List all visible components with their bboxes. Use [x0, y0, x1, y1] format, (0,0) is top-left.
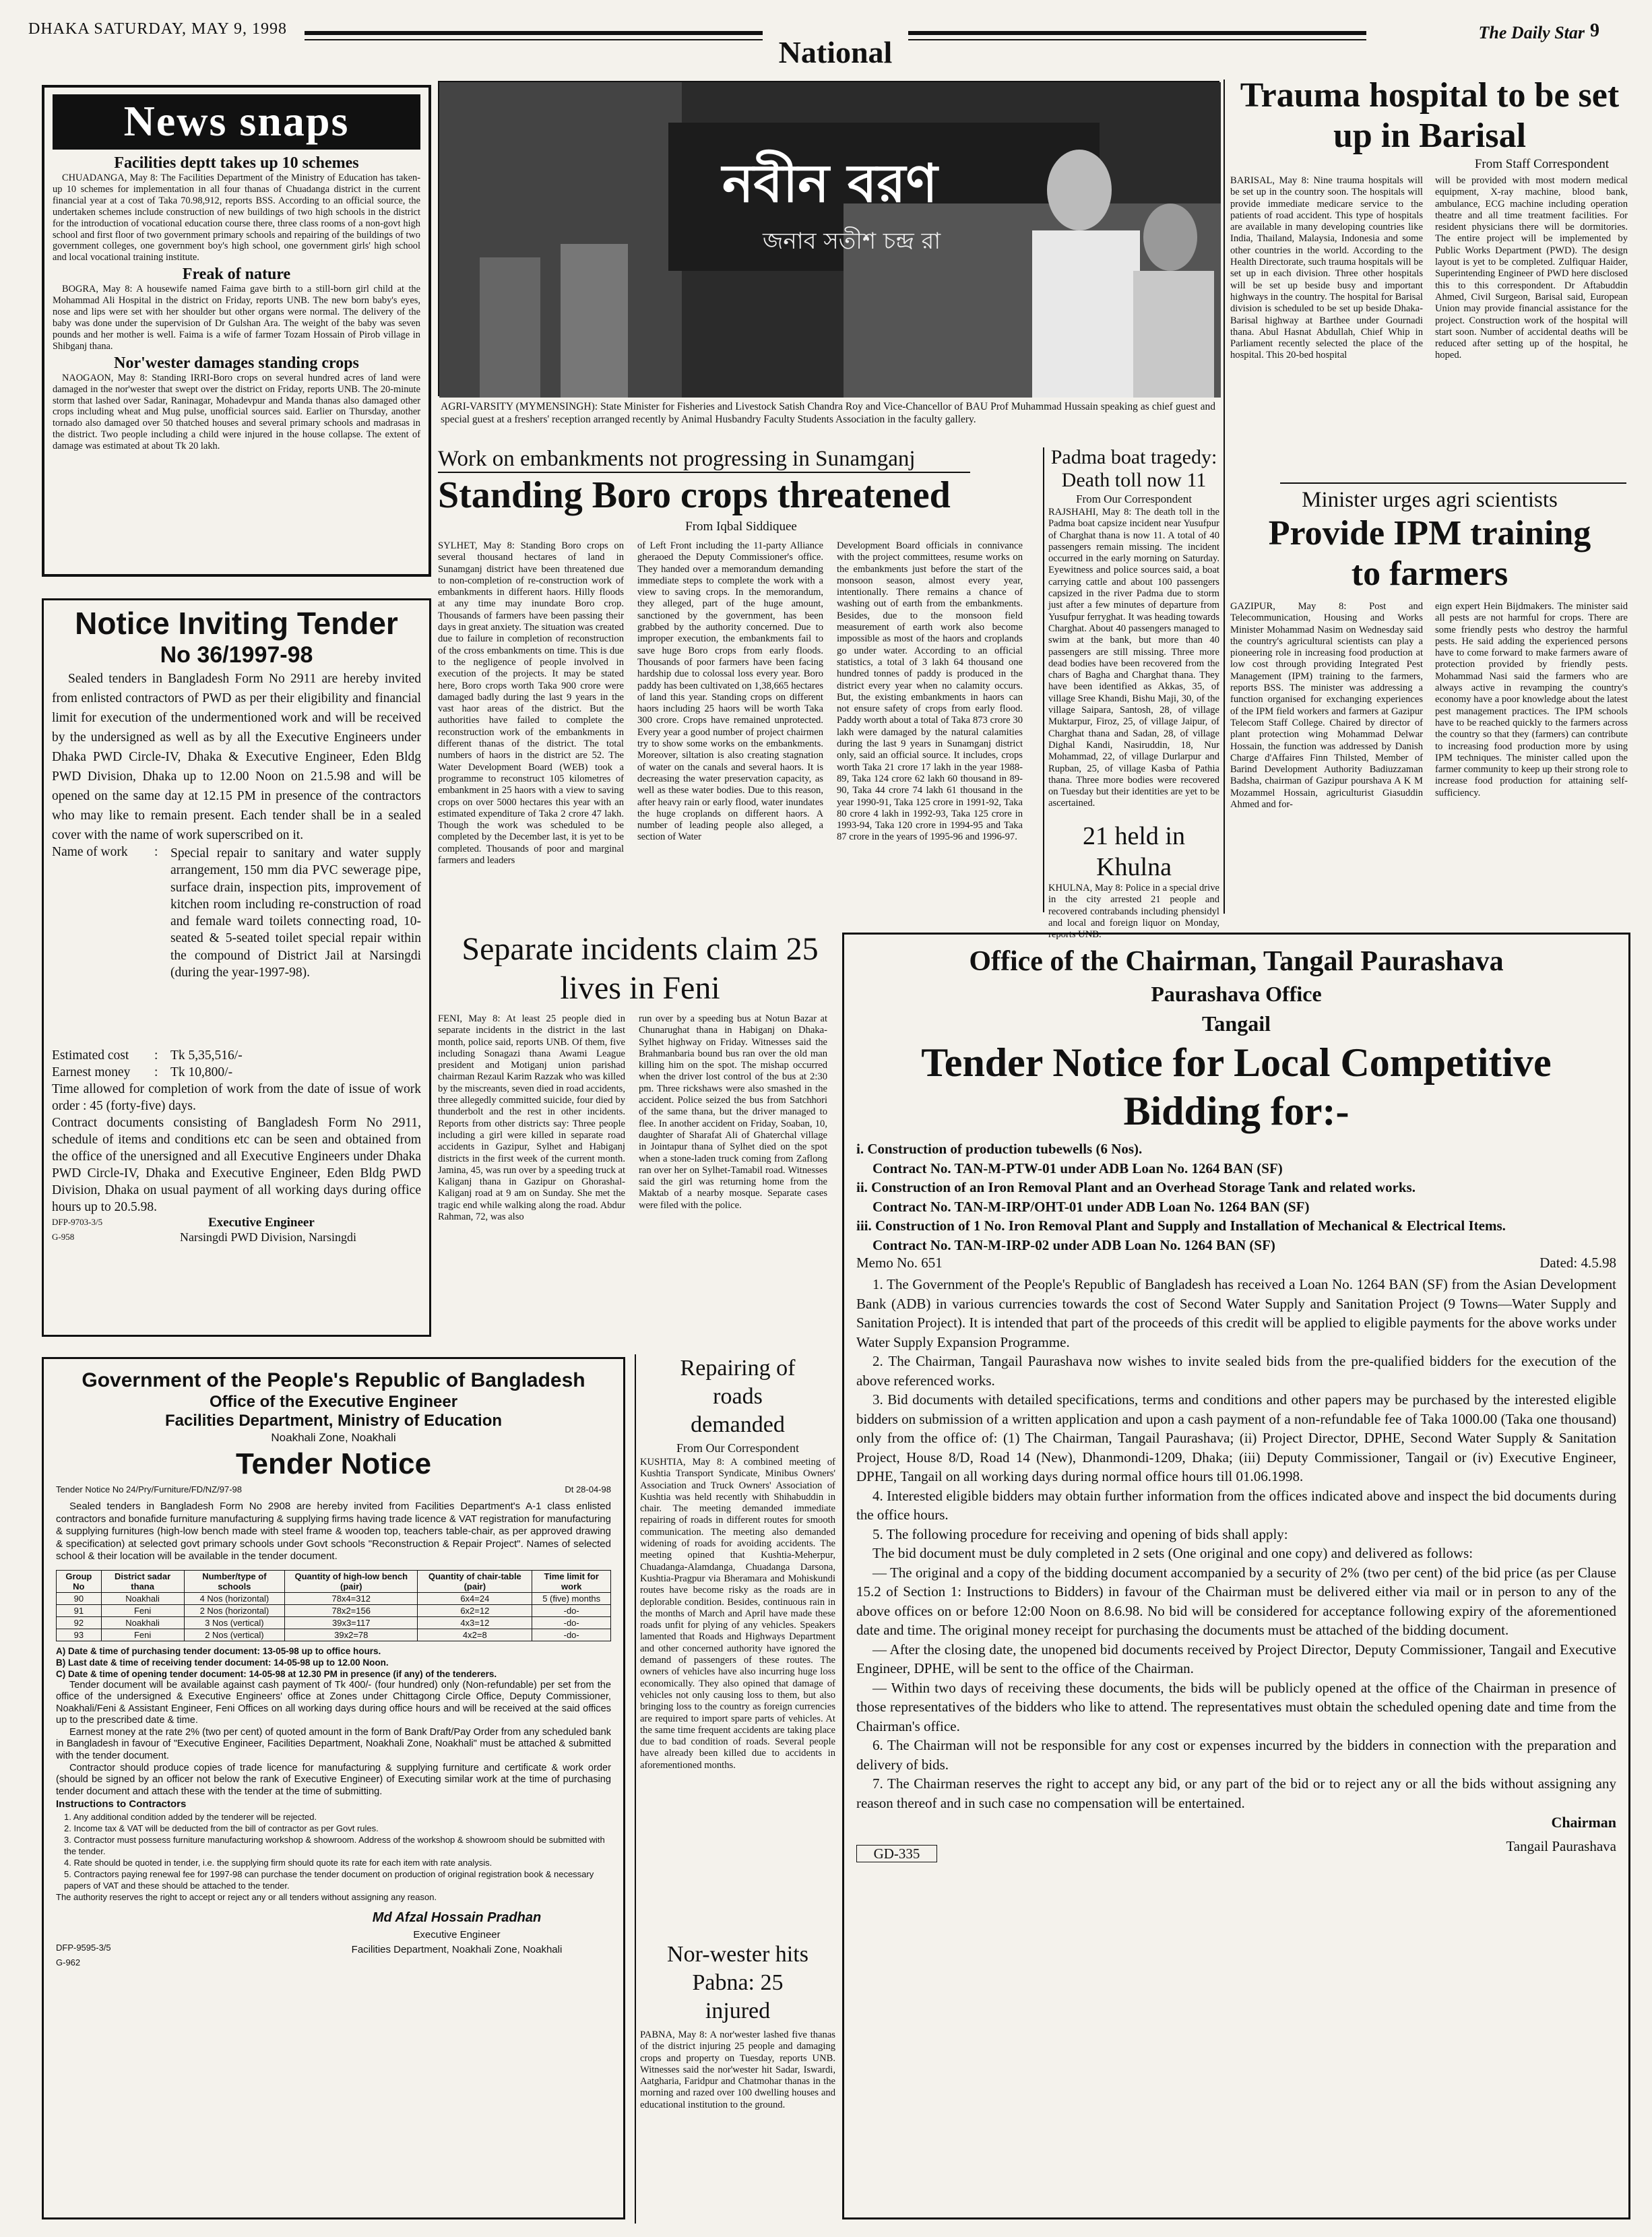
ref-code: GD-335: [856, 1845, 937, 1862]
signer-office: Tangail Paurashava: [1506, 1838, 1616, 1854]
colon: :: [154, 845, 158, 859]
feni-col-2: run over by a speeding bus at Notun Bazar at Chunarughat thana in Habiganj on Dhaka-Sylhet highway on Friday. Witnesses said the Brahmanbaria bound bus ran over the old man killing him on the spot. The mishap occurred when the driver lost control of the bus at 2:30 pm. Three rickshaws were also smashed in the accident. Police seized the bus from Satchhori of the same thana, but the driver managed to flee. In another accident on Friday, Soaban, 10, daughter of Sharafat Ali of Ghaterchal village in Jointapur thana of Sylhet died on the spot when a stone-laden truck coming from Zaflong ran over her on Sylhet-Tamabil road. Witnesses said the girl was returning home from the Maktab of a nearby mosque. Separate cases were filed with the police.: [639, 1013, 827, 1211]
table-header: Quantity of chair-table (pair): [418, 1570, 532, 1592]
zone-title: Noakhali Zone, Noakhali: [271, 1431, 396, 1444]
trauma-headline: Trauma hospital to be set up in Barisal: [1240, 76, 1620, 155]
noakhali-tender: [42, 1357, 625, 2219]
page-number: 9: [1590, 20, 1599, 41]
notice-ref: Tender Notice No 24/Pry/Furniture/FD/NZ/97-98: [56, 1484, 242, 1494]
roads-byline: From Our Correspondent: [676, 1441, 799, 1455]
dept-title: Facilities Department, Ministry of Education: [164, 1412, 503, 1430]
tangail-tender: [842, 933, 1630, 2219]
tender-paragraph: 1. The Government of the People's Republic of Bangladesh has received a Loan No. 1264 BAN (SF) from the Asian Development Bank (ADB) in various currencies towards the cost of Second Water Supply and Sanitation Project (9 Towns—Water Supply and Sanitation Project). It is intended that part of the proceeds of this credit will be applied to eligible payments for the above works under Water Supply Expansion Programme.: [856, 1276, 1616, 1350]
narsingdi-number: No 36/1997-98: [160, 642, 313, 668]
narsingdi-intro: Sealed tenders in Bangladesh Form No 2911 are hereby invited from enlisted contractors of PWD as per their eligibility and financial limit for execution of the undermentioned work and will be received by the undersigned as well as by all the Executive Engineers under Dhaka PWD Circle-IV, Dhaka & Executive Engineer, Eden Bldg PWD Division, Dhaka up to 12.00 Noon on 21.5.98 and will be opened on the same day at 12.15 PM in presence of the contractors who may like to remain present. Each tender shall be in a sealed cover with the name of work superscribed on it.: [52, 672, 421, 842]
work-label: Name of work: [52, 845, 128, 859]
tangail-sub1: Paurashava Office: [1151, 982, 1322, 1006]
signer-title: Executive Engineer: [208, 1216, 315, 1230]
tender-paragraph: 3. Bid documents with detailed specifications, terms and conditions and other papers may be purchased by the interested eligible bidders on submission of a written application and upon a cash payment of a non-refundable fee of Taka 1000.00 (Taka one thousand) only from the office of: (1) The Chairman, Tangail Paurashava; (ii) Project Director, DPHE, Second Water Supply & Sanitation Project, House 8/D, Road 14 (New), Dhanmondi-1209, Dhaka; (iii) Deputy Commissioner, Tangail or (iv) Executive Engineer, DPHE, Tangail on all working days during normal office hours till 01.06.1998.: [856, 1391, 1616, 1484]
snap-headline: Facilities deptt takes up 10 schemes: [114, 154, 359, 172]
instruction-item: 2. Income tax & VAT will be deducted from the bill of contractor as per Govt rules.: [64, 1823, 379, 1834]
cost-label: Estimated cost: [52, 1048, 129, 1063]
tangail-title: Tender Notice for Local Competitive Bidding for:-: [921, 1040, 1552, 1133]
ref-code: DFP-9703-3/5: [52, 1217, 103, 1227]
table-cell: 91: [57, 1604, 102, 1616]
table-cell: -do-: [532, 1604, 611, 1616]
table-cell: -do-: [532, 1616, 611, 1629]
cost-value: Tk 5,35,516/-: [170, 1048, 243, 1063]
instruction-item: 1. Any additional condition added by the tenderer will be rejected.: [64, 1812, 317, 1823]
tender-paragraph: — The original and a copy of the bidding document accompanied by a security of 2% (two per cent) of the bid price (as per Clause 15.2 of Section 1: Instructions to Bidders) in favour of the Chairman must be delivered either via mail or in person to any of the above offices on or before 12:00 Noon on 8.6.98. No bid will be considered for acceptance following expiry of the aforementioned date and time. The original money receipt for purchasing the documents must be attached of the bidding document.: [856, 1564, 1616, 1638]
dateline: DHAKA SATURDAY, MAY 9, 1998: [28, 20, 287, 38]
tangail-sub2: Tangail: [1202, 1011, 1271, 1036]
photo-caption: AGRI-VARSITY (MYMENSINGH): State Minister for Fisheries and Livestock Satish Chandra Roy and Vice-Chancellor of BAU Prof Muhammad Hussain speaking as chief guest and special guest at a freshers' reception arranged recently by Animal Husbandry Faculty Students Association in the faculty gallery.: [441, 401, 1215, 425]
padma-kicker: Padma boat tragedy:: [1050, 446, 1217, 468]
photo-banner-sub: জনাব সতীশ চন্দ্র রা: [763, 228, 941, 255]
instruction-item: 5. Contractors paying renewal fee for 1997-98 can purchase the tender document on production of original registration book & necessary papers of VAT and these should be attached to the tender.: [64, 1869, 594, 1891]
narsingdi-title: Notice Inviting Tender: [75, 606, 398, 641]
table-cell: 6x2=12: [418, 1604, 532, 1616]
tender-paragraph: — Within two days of receiving these documents, the bids will be publicly opened at the office of the Chairman in presence of those representatives of the bidders who like to attend. The representatives must obtain the scheduled opening date and time from the Chairman's office.: [856, 1679, 1616, 1734]
gov-title: Government of the People's Republic of Bangladesh: [82, 1369, 585, 1391]
boro-article: [438, 446, 1044, 918]
boro-col-1: SYLHET, May 8: Standing Boro crops on several thousand hectares of land in Sunamganj district have been threatened due to non-completion of re-construction work of embankments in different haors. Hilly floods at any time may inundate Boro crop. Thousands of farmers have been passing their days in great anxiety. The situation was created due to failure in completion of reconstruction of the cross embankments on time. This is due to the negligence of people involved in execution of the projects. It may be stated here, Boro crops worth Taka 900 crore were damaged badly during the last 9 years in the vast haor areas of the district. But the authorities have failed to complete the reconstruction work of the embankments in different thanas of the district. The total numbers of haors in the district are 52. The Water Development Board (WEB) took a programme to reconstruct 105 kilometres of embankment in 25 haors with a view to saving crops on over 5000 hectares this year with an estimated expenditure of Taka 2 crore 47 lakh. Though the work was scheduled to be completed by the December last, it is yet to be completed. Thousands of poor and marginal farmers and leaders: [438, 540, 624, 867]
contract-number: Contract No. TAN-M-IRP/OHT-01 under ADB Loan No. 1264 BAN (SF): [872, 1198, 1310, 1215]
instruction-item: 3. Contractor must possess furniture manufacturing workshop & showroom. Address of the workshop & showroom should be submitted with the tender.: [64, 1835, 605, 1857]
news-snaps-banner: News snaps: [53, 94, 420, 150]
feni-headline: Separate incidents claim 25 lives in Feni: [462, 931, 819, 1006]
roads-body: KUSHTIA, May 8: A combined meeting of Kushtia Transport Syndicate, Minibus Owners' Association and Truck Owners' Association of Kushtia was held recently with Shihabuddin in chair. The meeting demanded immediate repairing of roads in different routes for smooth communication. The meeting also demanded widening of roads for avoiding accidents. The meeting opined that Kushtia-Meherpur, Chuadanga-Alamdanga, Chuadanga Darsona, Kushtia-Pragpur via Bheramara and Mohiskundi routes have become risky as the roads are in deplorable condition. Besides, continuous rain in the months of March and April have made these roads unfit for plying of any vehicles. Speakers lamented that Roads and Highways Department and other concerned authority have ignored the demand of passengers of these routes. The owners of vehicles have also incurring huge loss economically. They also opined that damage of vehicles not only causing loss to them, but also bringing loss to the country as foreign currencies are required to import spare parts of vehicles. At the same time frequent accidents are taking place due to bad condition of roads. Several people have already been killed due to accidents in aforementioned months.: [640, 1457, 835, 1771]
boro-col-2: of Left Front including the 11-party Alliance gheraoed the Deputy Commissioner's office. They handed over a memorandum demanding immediate steps to complete the work with a view to saving crops. In the memorandum, they alleged, part of the huge amount, sanctioned by the government, has been grabbed by the authority concerned. Due to improper execution, the embankments fail to save huge Boro crops from early floods. Thousands of poor farmers have been facing hardship due to colossal loss every year. Boro paddy has been cultivated on 1,38,665 hectares of land this year. Standing crops on different haors including 25 haors will be worth Taka 300 crore. Crops have remained unprotected. Every year a good number of project chairmen try to show some works on the embankments. Moreover, siltation is also creating stagnation of water on the canals and several haors. It is decreasing the water preservation capacity, as well as these water bodies. Due to this reason, after heavy rain or early flood, water inundates the huge croplands on different haors. A number of leading people also alleged, a section of Water: [637, 540, 823, 843]
contract-docs: Contract documents consisting of Bangladesh Form No 2911, schedule of items and conditions etc can be seen and obtained from the office of the unersigned and all Executive Engineers under Dhaka PWD Circle-IV, Dhaka and Executive Engineer, Eden Bldg PWD Division, Dhaka on usual payment of all working days during office hours up to 20.5.98.: [52, 1116, 421, 1214]
ipm-col-2: eign expert Hein Bijdmakers. The minister said all pests are not harmful for crops. There are some friendly pests who destroy the harmful pests. He said adding the experienced persons have to come forward to make farmers aware of protection provided by friendly pests. Mohammad Nasi said the farmers who are always active in revamping the country's economy have a poor knowledge about the latest pest management practices. The IPM schools have to be reached quickly to the farmers across the country so that they (farmers) can contribute to increasing food production more by using IPM techniques. The minister called upon the farmer community to keep up their strong role to increase food production for attaining self-sufficiency.: [1435, 601, 1628, 798]
tender-paragraph: Tender document will be available against cash payment of Tk 400/- (four hundred) only (Non-refundable) per set from the office of the undersigned & Executive Engineers' office at Zones under Chittagong Circle Office, Deputy Commissioner, Noakhali/Feni & Assistant Engineer, Feni Offices on all working days during office hours and will be received at the said offices up to the prescribed date & time.: [56, 1679, 611, 1726]
memo-number: Memo No. 651: [856, 1255, 943, 1271]
ref-code: G-962: [56, 1957, 81, 1968]
table-cell: -do-: [532, 1629, 611, 1641]
narsingdi-tender: Notice Inviting Tender No 36/1997-98 Sealed tenders in Bangladesh Form No 2911 are hereby invited from enlisted contractors of PWD as per their eligibility and financial limit for execution of the undermentioned work and will be received by the undersigned as well as by all the Executive Engineers under Dhaka PWD Circle-IV, Dhaka & Executive Engineer, Eden Bldg PWD Division, Dhaka up to 12.00 Noon on 21.5.98 and will be opened on the same day at 12.15 PM in presence of the contractors who may like to remain present. Each tender shall be in a sealed cover with the name of work superscribed on it. Name of work : Special repair to sanitary and water supply arrangement, 150 mm dia PVC sewerage pipe, surface drain, inspection pits, improvement of kitchen room including re-construction of road and female ward toilets connecting road, 10-seated & 5-seated toilet special repair within the compound of District Jail at Narsingdi (during the year-1997-98). Estimated cost : Tk 5,35,516/- Earnest money : Tk 10,800/- Time allowed for completion of work from the date of issue of work order : 45 (forty-five) days. Contract documents consisting of Bangladesh Form No 2911, schedule of items and conditions etc can be seen and obtained from the office of the unersigned and all Executive Engineers under Dhaka PWD Circle-IV, Dhaka and Executive Engineer, Eden Bldg PWD Division, Dhaka on usual payment of all working days during office hours up to 20.5.98. DFP-9703-3/5 Executive Engineer G-958 Narsingdi PWD Division, Narsingdi: [42, 598, 431, 1337]
time-allowed: Time allowed for completion of work from the date of issue of work order : 45 (forty-five) days.: [52, 1082, 421, 1113]
table-cell: 90: [57, 1592, 102, 1604]
contract-items: [856, 1139, 1616, 1255]
contract-item: ii. Construction of an Iron Removal Plant and an Overhead Storage Tank and related works.: [856, 1179, 1416, 1195]
signer-title: Executive Engineer: [413, 1929, 501, 1941]
snap-body: CHUADANGA, May 8: The Facilities Department of the Ministry of Education has taken-up 10 schemes for implementation in all four thanas of Chuadanga district in the current financial year at a cost of Taka 70.98,912, reports BSS. According to an official source, the undertaken schemes include construction of new buildings of two high schools in the district for the introduction of vocational education course there, three class rooms of a non-govt high school and first floor of two government primary schools and repairing of the buildings of two government colleges, one government boy's high school, one government girls' high school and local vocational training institute.: [53, 172, 420, 263]
tender-paragraph: Contractor should produce copies of trade licence for manufacturing & supplying furniture and certificate & work order (should be signed by an officer not below the rank of Executive Engineer) of Executing similar work at the time of purchasing tender document and attach these with the tender at the time of submitting.: [56, 1762, 611, 1797]
table-cell: 4x3=12: [418, 1616, 532, 1629]
table-cell: Noakhali: [101, 1616, 184, 1629]
ref-code: G-958: [52, 1232, 75, 1242]
snap-headline: Nor'wester damages standing crops: [114, 354, 359, 372]
signer-name: Md Afzal Hossain Pradhan: [372, 1910, 542, 1926]
news-photo: [438, 81, 1219, 396]
tender-paragraph: 6. The Chairman will not be responsible for any cost or expenses incurred by the bidders in connection with the preparation and delivery of bids.: [856, 1737, 1616, 1773]
roads-headline: Repairing of roads demanded: [680, 1356, 796, 1437]
trauma-col-2: will be provided with most modern medical equipment, X-ray machine, blood bank, ambulance, ECG machine including operation theatre and all time treatment facilities. For resident physicians there will be dormitories. The entire project will be implemented by Public Works Department (PWD). The design layout is yet to be completed. Zulfiquar Haider, Superintending Engineer of PWD here disclosed this to this correspondent. Dr Aftabuddin Ahmed, Civil Surgeon, Barisal said, European Union may provide financial assistance for the project. Construction work of the hospital will start soon. Number of accidental deaths will be reduced after setting up of the hospital, he hoped.: [1435, 175, 1628, 361]
table-cell: 92: [57, 1616, 102, 1629]
instructions-title: Instructions to Contractors: [56, 1798, 187, 1810]
tangail-office: Office of the Chairman, Tangail Paurashava: [969, 946, 1504, 977]
tender-date-line: A) Date & time of purchasing tender document: 13-05-98 up to office hours.: [56, 1645, 381, 1656]
tender-date-line: B) Last date & time of receiving tender document: 14-05-98 up to 12.00 Noon.: [56, 1657, 389, 1668]
tender-paragraph: The bid document must be duly completed in 2 sets (One original and one copy) and delivered as follows:: [872, 1545, 1473, 1561]
snap-headline: Freak of nature: [182, 265, 291, 284]
contract-number: Contract No. TAN-M-IRP-02 under ADB Loan No. 1264 BAN (SF): [872, 1236, 1275, 1253]
snap-body: NAOGAON, May 8: Standing IRRI-Boro crops on several hundred acres of land were damaged in the nor'wester that swept over the district on Friday, reports UNB. The 20-minute storm that lashed over Sadar, Raninagar, Mohadevpur and Manda thanas also damaged other crops including wheat and Mug pulse, unofficial sources said. Earlier on Thursday, another tornado also damaged over 50 thatched houses and several primary schools and madrasas in the district. Two people including a child were injured in the house collapse. The extent of damage was estimated at about Tk 20 lakh.: [53, 372, 420, 452]
contract-item: iii. Construction of 1 No. Iron Removal Plant and Supply and Installation of Mechanical & Electrical Items.: [856, 1218, 1506, 1234]
table-row: [57, 1604, 611, 1616]
noakhali-intro: Sealed tenders in Bangladesh Form No 2908 are hereby invited from Facilities Department's A-1 class enlisted contractors and bonafide furniture manufacturing & supplying firms having trade licence & VAT registration for manufacturing & supplying furnitures (high-low bench made with steel frame & wooden top, teachers table-chair, as per approved drawing & specification) at selected govt primary schools under Govt schools "Reconstruction & Repair Project". Names of selected school & their location will be available in the tender document.: [56, 1501, 611, 1562]
pabna-headline: Nor-wester hits Pabna: 25 injured: [667, 1942, 808, 2023]
table-cell: 6x4=24: [418, 1592, 532, 1604]
padma-headline: Death toll now 11: [1061, 469, 1207, 491]
table-row: [57, 1616, 611, 1629]
padma-byline: From Our Correspondent: [1076, 493, 1192, 505]
table-cell: Feni: [101, 1629, 184, 1641]
closing-note: The authority reserves the right to accept or reject any or all tenders without assigning any reason.: [56, 1892, 437, 1903]
padma-body: RAJSHAHI, May 8: The death toll in the Padma boat capsize incident near Yusufpur of Charghat thana is now 11. A total of 40 passengers remain missing. The incident occurred in the early morning on Saturday. Eyewitness and police sources said, a boat carrying cattle and about 100 passengers capsized in the river Padma due to storm just after a few minutes of departure from Yusufpur ferryghat. It was heading towards Charghat. About 40 passengers managed to swim at the bank, but more than 40 passengers are still missing. Three more dead bodies have been recovered from the chars of Bagha and Charghat thana. They have been identified as Akkas, 35, of village Sree Khandi, Bishu Maji, 30, of the village Saipara, Santosh, 28, of village Muktarpur, Firoz, 25, of village Jaipur, of Charghat thana and Sadan, 28, of village Dighal Kandi, Nasiruddin, 18, Nur Mohammad, 22, of village Durlarpur and Rupban, 25, of village Kasba of Pathia thana. Three more bodies were recovered on Tuesday but their identities are yet to be ascertained.: [1048, 507, 1219, 809]
boro-col-3: Development Board officials in connivance with the project committees, resume works on the embankments just before the start of the monsoon season, almost every year, intentionally. There remains a chance of washing out of earth from the embankments. Besides, due to the monsoon field measurement of earth work also become impossible as most of the haors and croplands go under water. According to an official statistics, a total of 3 lakh 64 thousand one hundred tonnes of paddy is produced in the district every year when no calamity occurs. But, the existing embankments in haors can not ensure safety of crops from early flood. Paddy worth about a total of Taka 873 crore 30 lakh were damaged by the natural calamities during the last 9 years in Sunamganj district only, said an official source. It includes, crops worth Taka 21 crore 17 lakh in the year 1988-89, Taka 124 crore 62 lakh 60 thousand in 89-90, Taka 44 crore 74 lakh 61 thousand in the year 1990-91, Taka 125 crore in 1991-92, Taka 80 crore 4 lakh in 1992-93, Taka 125 crore in 1993-94, Taka 120 crore in 1994-95 and Taka 87 crore in the years of 1995-96 and 1996-97.: [837, 540, 1023, 843]
paper-name: The Daily Star: [1478, 23, 1585, 42]
table-row: [57, 1592, 611, 1604]
table-cell: 93: [57, 1629, 102, 1641]
work-description: Special repair to sanitary and water supply arrangement, 150 mm dia PVC sewerage pipe, surface drain, inspection pits, improvement of kitchen room including re-construction of road and female ward toilets connecting road, 10-seated & 5-seated toilet special repair within the compound of District Jail at Narsingdi (during the year-1997-98).: [170, 846, 421, 980]
table-cell: 2 Nos (horizontal): [184, 1604, 285, 1616]
table-cell: 4 Nos (horizontal): [184, 1592, 285, 1604]
signer-title: Chairman: [1551, 1814, 1616, 1831]
roads-article: [640, 1354, 835, 1934]
table-cell: 5 (five) months: [532, 1592, 611, 1604]
table-header: Number/type of schools: [184, 1570, 285, 1592]
table-row: [57, 1629, 611, 1641]
snap-body: BOGRA, May 8: A housewife named Faima gave birth to a still-born girl child at the Mohammad Ali Hospital in the district on Friday, reports UNB. The new born baby's eyes, nose and lips were set with her shoulder but other organs were normal. The delivery of the baby was done under the supervision of Dr Gulshan Ara. The weight of the baby was seven pounds and her mother is well. Faima is a wife of farmer Tozam Hossain of Pirob village in Shibganj thana.: [53, 284, 420, 352]
earnest-label: Earnest money: [52, 1065, 131, 1079]
table-header: District sadar thana: [101, 1570, 184, 1592]
feni-article: [438, 930, 842, 1361]
tender-paragraph: Earnest money at the rate 2% (two per cent) of quoted amount in the form of Bank Draft/Pay Order from any scheduled bank in Bangladesh in favour of "Executive Engineer, Facilities Department, Noakhali Zone, Noakhali" must be attached & submitted with the tender document.: [56, 1726, 611, 1762]
earnest-value: Tk 10,800/-: [170, 1065, 233, 1079]
tender-paragraph: 2. The Chairman, Tangail Paurashava now wishes to invite sealed bids from the pre-qualified bidders for the execution of the above referenced works.: [856, 1353, 1616, 1389]
table-cell: Noakhali: [101, 1592, 184, 1604]
feni-col-1: FENI, May 8: At least 25 people died in separate incidents in the district in the last month, police said, reports UNB. Of them, five including Sonagazi thana Awami League president and Motiganj union parishad chairman Rezaul Karim Razzak who was killed by the miscreants, seven died in road accidents, three allegedly committed suicide, four died by thunderbolt and the rest in other incidents. Reports from other districts say: Three people including a girl were killed in separate road accidents in Gazipur, Sylhet and Habiganj districts in the first week of the current month. Jamina, 45, was run over by a speeding truck at Kaliganj thana in Gazipur on Ghorashal-Kaliganj road at 9 am on Sunday. She met the tragic end while walking along the road. Abdur Rahman, 72, was also: [438, 1013, 625, 1223]
trauma-byline: From Staff Correspondent: [1474, 157, 1609, 171]
tender-notice-title: Tender Notice: [235, 1447, 432, 1480]
notice-date: Dt 28-04-98: [565, 1484, 611, 1494]
contract-item: i. Construction of production tubewells (6 Nos).: [856, 1141, 1143, 1157]
tender-date-line: C) Date & time of opening tender document: 14-05-98 at 12.30 PM in presence (if any) of the tenderers.: [56, 1668, 497, 1679]
table-header: Group No: [57, 1570, 102, 1592]
tender-paragraph: 5. The following procedure for receiving and opening of bids shall apply:: [872, 1525, 1288, 1542]
table-cell: 2 Nos (vertical): [184, 1629, 285, 1641]
ipm-headline: Provide IPM training to farmers: [1268, 514, 1591, 593]
boro-byline: From Iqbal Siddiquee: [685, 519, 797, 534]
table-cell: 78x2=156: [285, 1604, 418, 1616]
table-cell: 3 Nos (vertical): [184, 1616, 285, 1629]
ipm-kicker: Minister urges agri scientists: [1302, 488, 1558, 512]
padma-article: [1048, 446, 1219, 941]
trauma-article: [1230, 75, 1629, 480]
section-title: National: [778, 35, 893, 69]
tender-paragraph: 7. The Chairman reserves the right to accept any bid, or any part of the bid or to reject any or all the bids without assigning any reason thereof and in such case no compensation will be entertained.: [856, 1775, 1616, 1811]
table-cell: 39x3=117: [285, 1616, 418, 1629]
office-title: Office of the Executive Engineer: [209, 1393, 458, 1411]
table-header: Quantity of high-low bench (pair): [285, 1570, 418, 1592]
table-cell: 78x4=312: [285, 1592, 418, 1604]
table-cell: 4x2=8: [418, 1629, 532, 1641]
masthead: [8, 0, 1644, 67]
photo-banner-text: নবীন বরণ: [722, 154, 938, 214]
ref-code: DFP-9595-3/5: [56, 1943, 111, 1953]
memo-date: Dated: 4.5.98: [1539, 1255, 1616, 1271]
tender-paragraph: 4. Interested eligible bidders may obtain further information from the offices indicated above and inspect the bid documents during the office hours.: [856, 1487, 1616, 1523]
signer-office: Narsingdi PWD Division, Narsingdi: [180, 1230, 356, 1244]
news-snaps: [42, 85, 431, 577]
signer-office: Facilities Department, Noakhali Zone, Noakhali: [351, 1944, 563, 1956]
boro-headline: Standing Boro crops threatened: [438, 474, 951, 516]
pabna-article: [640, 1941, 835, 2224]
ipm-col-1: GAZIPUR, May 8: Post and Telecommunication, Housing and Works Minister Mohammad Nasim on Wednesday said the country's agricultural scientists can play a pioneering role in increasing food production at low cost through providing Integrated Pest Management (IPM) training to the farmers, reports BSS. The minister was addressing a function organised for exchanging experiences of the IPM field workers and farmers at Gazipur Telecom Staff College. Chaired by director of plant protection wing Mohammad Delwar Hossain, the function was addressed by Danish Charge d'Affaires Finn Thilsted, Member of Barind Development Authority Badiuzzaman Badsha, chairman of Gazipur pourshava A K M Mozammel Hossain, agriculturist Giasuddin Ahmed and for-: [1230, 601, 1423, 811]
ipm-article: [1230, 486, 1629, 915]
contract-number: Contract No. TAN-M-PTW-01 under ADB Loan No. 1264 BAN (SF): [872, 1160, 1283, 1176]
tender-paragraph: — After the closing date, the unopened bid documents received by Project Director, Deputy Commissioner, Tangail and Executive Engineer, DPHE, will be sent to the office of the Chairman.: [856, 1641, 1616, 1676]
table-header: Time limit for work: [532, 1570, 611, 1592]
khulna-headline: 21 held in Khulna: [1083, 822, 1185, 881]
tender-table: [56, 1570, 611, 1641]
instruction-item: 4. Rate should be quoted in tender, i.e. the supplying firm should quote its rate for each item with rate analysis.: [64, 1858, 493, 1868]
boro-kicker: Work on embankments not progressing in Sunamganj: [438, 446, 970, 473]
khulna-body: KHULNA, May 8: Police in a special drive in the city arrested 21 people and recovered contrabands including phensidyl and local and foreign liquor on Monday, reports UNB.: [1048, 883, 1219, 941]
table-cell: 39x2=78: [285, 1629, 418, 1641]
table-cell: Feni: [101, 1604, 184, 1616]
trauma-col-1: BARISAL, May 8: Nine trauma hospitals will be set up in the country soon. The hospitals will provide immediate medicare service to the patients of road accident. This type of hospitals are available in many developing countries like India, Thailand, Malaysia, Indonesia and some other countries in the world. According to the Health Directorate, such trauma hospitals will be set up in each division. Three other hospitals will be set up beside busy and important highways in the country. The hospital for Barisal division is scheduled to be set up beside Dhaka-Barisal highway at Barthee under Gournadi thana. Abul Hasnat Abdullah, Chief Whip in Parliament recently selected the place of the hospital. This 20-bed hospital: [1230, 175, 1423, 361]
pabna-body: PABNA, May 8: A nor'wester lashed five thanas of the district injuring 25 people and damaging crops and property on Tuesday, reports UNB. Witnesses said the nor'wester hit Sadar, Iswardi, Aatgharia, Faridpur and Chatmohar thanas in the morning and razed over 100 dwelling houses and educational institution to the ground.: [640, 2029, 835, 2110]
